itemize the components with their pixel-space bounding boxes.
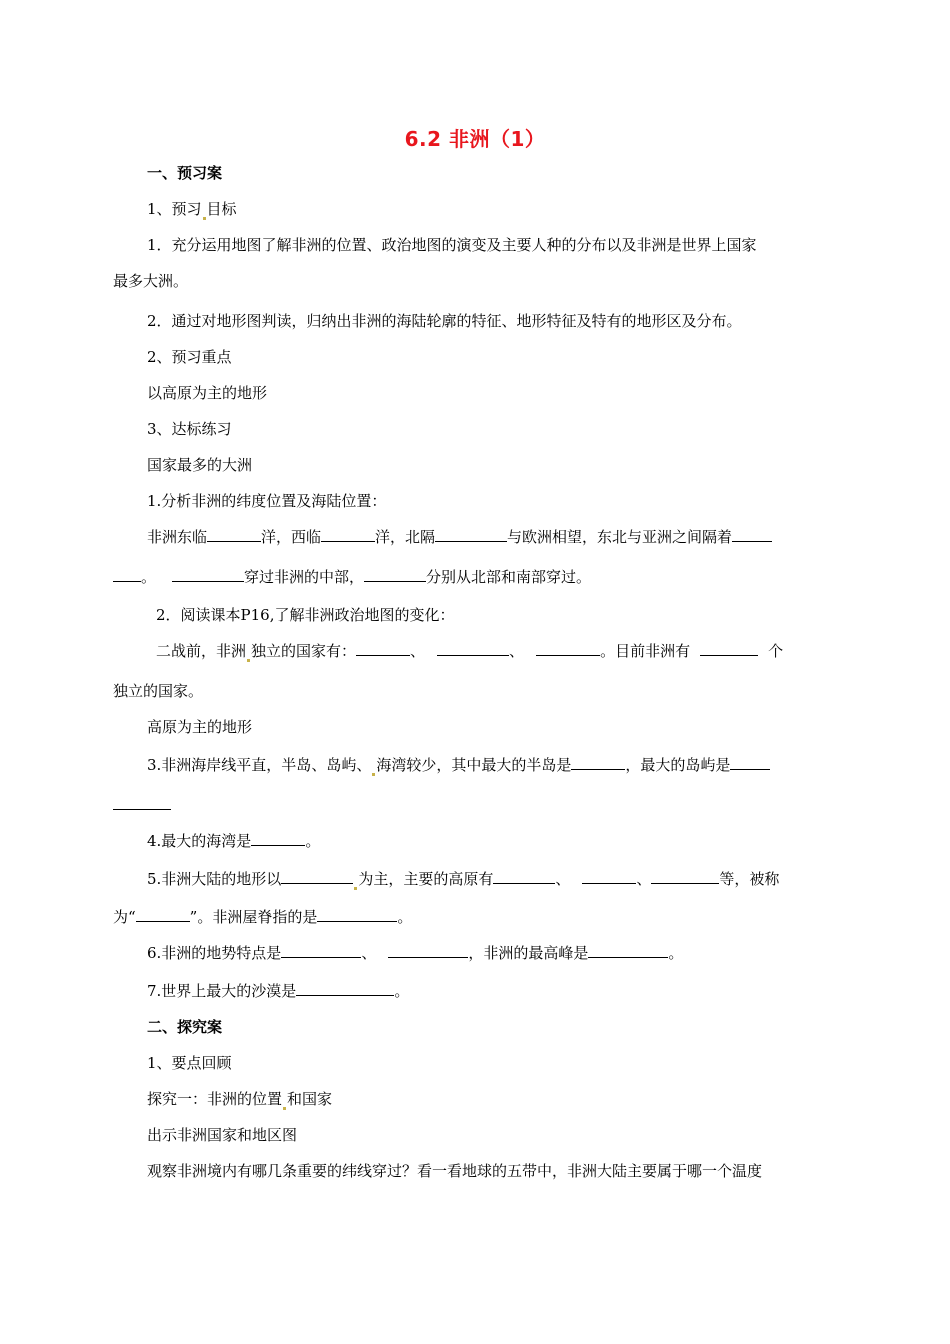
text-fragment: 等，被称 — [719, 870, 780, 888]
mark-dot — [354, 887, 357, 890]
review-label: 1、要点回顾 — [147, 1054, 232, 1072]
text-fragment: 4.最大的海湾是 — [147, 832, 252, 850]
text-fragment: 、 — [509, 642, 525, 660]
text-fragment: 个 — [768, 642, 784, 660]
question-1-line-1 — [147, 526, 772, 548]
section-heading-preview: 一、预习案 — [147, 164, 223, 182]
text-fragment: 分别从北部和南部穿过。 — [426, 568, 592, 586]
answer-blank[interactable] — [732, 526, 772, 542]
text-fragment: 与欧洲相望，东北与亚洲之间隔着 — [507, 528, 733, 546]
answer-blank[interactable] — [536, 640, 600, 656]
answer-blank[interactable] — [571, 754, 625, 770]
text-fragment: 7.世界上最大的沙漠是 — [147, 982, 297, 1000]
text-fragment: ”。非洲屋脊指的是 — [189, 908, 318, 926]
question-3-line-2 — [113, 794, 171, 816]
focus-text: 以高原为主的地形 — [147, 384, 268, 402]
question-2-line-2: 独立的国家。 — [113, 682, 204, 700]
text-fragment: 、 — [410, 642, 426, 660]
text-fragment: 、 — [555, 870, 571, 888]
text-fragment: 。 — [397, 908, 413, 926]
goal-label-part-b: 目标 — [206, 200, 237, 218]
question-1-line-2 — [113, 566, 591, 588]
question-7 — [147, 980, 409, 1002]
practice-label: 3、达标练习 — [147, 420, 232, 438]
text-fragment: 穿过非洲的中部， — [244, 568, 365, 586]
text-fragment: 和国家 — [287, 1090, 333, 1108]
mark-dot — [283, 1107, 286, 1110]
answer-blank[interactable] — [172, 566, 244, 582]
question-2-title: 2．阅读课本P16,了解非洲政治地图的变化： — [156, 606, 455, 624]
text-fragment: 。目前非洲有 — [600, 642, 691, 660]
text-fragment: 探究一：非洲的位置 — [147, 1090, 283, 1108]
answer-blank[interactable] — [388, 942, 468, 958]
goal-1-line-2: 最多大洲。 — [113, 272, 189, 290]
mark-dot — [372, 773, 375, 776]
text-fragment: 5.非洲大陆的地形以 — [147, 870, 282, 888]
show-map-instruction: 出示非洲国家和地区图 — [147, 1126, 298, 1144]
answer-blank[interactable] — [356, 640, 410, 656]
text-fragment: 为“ — [113, 908, 136, 926]
goal-2: 2．通过对地形图判读，归纳出非洲的海陆轮廓的特征、地形特征及特有的地形区及分布。 — [147, 312, 742, 330]
text-fragment: 独立的国家有： — [251, 642, 357, 660]
text-fragment: ，非洲的最高峰是 — [468, 944, 589, 962]
question-4 — [147, 830, 320, 852]
text-fragment: 洋，北隔 — [375, 528, 436, 546]
question-5-line-1 — [147, 868, 779, 890]
text-fragment: 、 — [361, 944, 377, 962]
text-fragment: 二战前，非洲 — [156, 642, 247, 660]
question-6 — [147, 942, 683, 964]
answer-blank[interactable] — [207, 526, 261, 542]
text-fragment: 6.非洲的地势特点是 — [147, 944, 282, 962]
subheading-plateau: 高原为主的地形 — [147, 718, 253, 736]
question-5-line-2 — [113, 906, 412, 928]
text-fragment: 、 — [636, 870, 652, 888]
answer-blank[interactable] — [700, 640, 758, 656]
page-title: 6.2 非洲（1） — [404, 127, 546, 151]
goal-1-line-1: 1．充分运用地图了解非洲的位置、政治地图的演变及主要人种的分布以及非洲是世界上国家 — [147, 236, 757, 254]
answer-blank[interactable] — [493, 868, 555, 884]
text-fragment: 3.非洲海岸线平直，半岛、岛屿、 — [147, 756, 372, 774]
text-fragment: 。 — [668, 944, 684, 962]
answer-blank[interactable] — [651, 868, 719, 884]
section-heading-explore: 二、探究案 — [147, 1018, 223, 1036]
answer-blank[interactable] — [281, 868, 353, 884]
answer-blank[interactable] — [730, 754, 770, 770]
text-fragment: 。 — [305, 832, 321, 850]
answer-blank[interactable] — [364, 566, 426, 582]
explore-1 — [147, 1088, 332, 1110]
subheading-countries: 国家最多的大洲 — [147, 456, 253, 474]
answer-blank[interactable] — [317, 906, 397, 922]
observe-question: 观察非洲境内有哪几条重要的纬线穿过？看一看地球的五带中，非洲大陆主要属于哪一个温度 — [147, 1162, 763, 1180]
answer-blank[interactable] — [251, 830, 305, 846]
answer-blank[interactable] — [437, 640, 509, 656]
text-fragment: 非洲东临 — [147, 528, 208, 546]
text-fragment: 。 — [394, 982, 410, 1000]
goal-label-part-a: 1、预习 — [147, 200, 202, 218]
answer-blank[interactable] — [321, 526, 375, 542]
question-3-line-1 — [147, 754, 770, 776]
text-fragment: 。 — [141, 568, 157, 586]
question-1-title: 1.分析非洲的纬度位置及海陆位置： — [147, 492, 387, 510]
focus-label: 2、预习重点 — [147, 348, 232, 366]
answer-blank[interactable] — [281, 942, 361, 958]
answer-blank[interactable] — [113, 566, 141, 582]
question-2-line-1 — [156, 640, 783, 662]
answer-blank[interactable] — [136, 906, 190, 922]
answer-blank[interactable] — [582, 868, 636, 884]
answer-blank[interactable] — [588, 942, 668, 958]
mark-dot — [247, 659, 250, 662]
mark-dot — [203, 217, 206, 220]
answer-blank[interactable] — [296, 980, 394, 996]
answer-blank[interactable] — [435, 526, 507, 542]
answer-blank[interactable] — [113, 794, 171, 810]
goal-label — [147, 198, 237, 220]
text-fragment: 海湾较少，其中最大的半岛是 — [376, 756, 572, 774]
text-fragment: 为主，主要的高原有 — [358, 870, 494, 888]
text-fragment: 洋，西临 — [261, 528, 322, 546]
text-fragment: ，最大的岛屿是 — [625, 756, 731, 774]
